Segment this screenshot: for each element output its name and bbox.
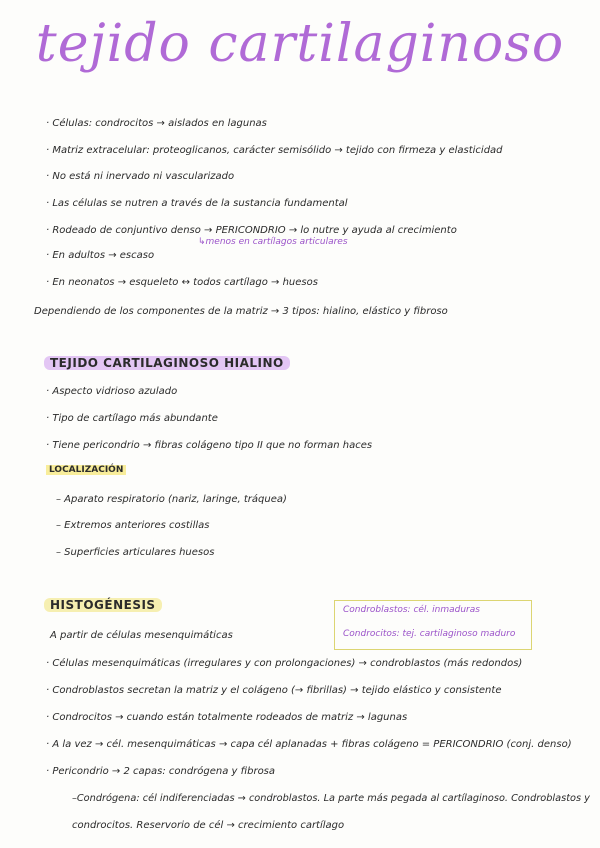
intro-line: · No está ni inervado ni vascularizado xyxy=(46,171,235,182)
histogenesis-item: · Pericondrio → 2 capas: condrógena y fibrosa xyxy=(46,766,276,777)
intro-line: · Rodeado de conjuntivo denso → PERICONDRIO → lo nutre y ayuda al crecimiento xyxy=(46,225,457,236)
intro-note: ↳menos en cartílagos articulares xyxy=(198,237,348,247)
hialino-heading: TEJIDO CARTILAGINOSO HIALINO xyxy=(44,356,290,370)
histogenesis-item: · A la vez → cél. mesenquimáticas → capa cél aplanadas + fibras colágeno = PERICONDRIO (conj. denso) xyxy=(46,739,572,750)
intro-line: · En adultos → escaso xyxy=(46,250,155,261)
localizacion-item: – Aparato respiratorio (nariz, laringe, tráquea) xyxy=(56,494,287,505)
intro-line: Dependiendo de los componentes de la matriz → 3 tipos: hialino, elástico y fibroso xyxy=(34,306,448,317)
hialino-item: · Tiene pericondrio → fibras colágeno tipo II que no forman haces xyxy=(46,440,373,451)
histogenesis-item: A partir de células mesenquimáticas xyxy=(50,630,233,641)
intro-line: · Células: condrocitos → aislados en lagunas xyxy=(46,118,267,129)
intro-line: · En neonatos → esqueleto ↔ todos cartílago → huesos xyxy=(46,277,318,288)
histogenesis-item: · Condroblastos secretan la matriz y el colágeno (→ fibrillas) → tejido elástico y consistente xyxy=(46,685,502,696)
localizacion-label: LOCALIZACIÓN xyxy=(46,465,126,475)
histogenesis-heading: HISTOGÉNESIS xyxy=(44,598,162,612)
intro-line: · Matriz extracelular: proteoglicanos, carácter semisólido → tejido con firmeza y elasticidad xyxy=(46,145,503,156)
box-line: Condrocitos: tej. cartilaginoso maduro xyxy=(343,629,516,639)
definition-box xyxy=(334,600,532,650)
histogenesis-item: · Células mesenquimáticas (irregulares y con prolongaciones) → condroblastos (más redondos) xyxy=(46,658,523,669)
localizacion-item: – Superficies articulares huesos xyxy=(56,547,215,558)
histogenesis-item: · Condrocitos → cuando están totalmente rodeados de matriz → lagunas xyxy=(46,712,408,723)
histogenesis-item: –Condrógena: cél indiferenciadas → condroblastos. La parte más pegada al cartílaginoso. Condroblastos y xyxy=(72,793,590,804)
localizacion-item: – Extremos anteriores costillas xyxy=(56,520,210,531)
hialino-item: · Tipo de cartílago más abundante xyxy=(46,413,218,424)
intro-line: · Las células se nutren a través de la sustancia fundamental xyxy=(46,198,348,209)
hialino-item: · Aspecto vidrioso azulado xyxy=(46,386,178,397)
box-line: Condroblastos: cél. inmaduras xyxy=(343,605,480,615)
page-title: tejido cartilaginoso xyxy=(35,14,565,74)
histogenesis-item: condrocitos. Reservorio de cél → crecimiento cartílago xyxy=(72,820,345,831)
